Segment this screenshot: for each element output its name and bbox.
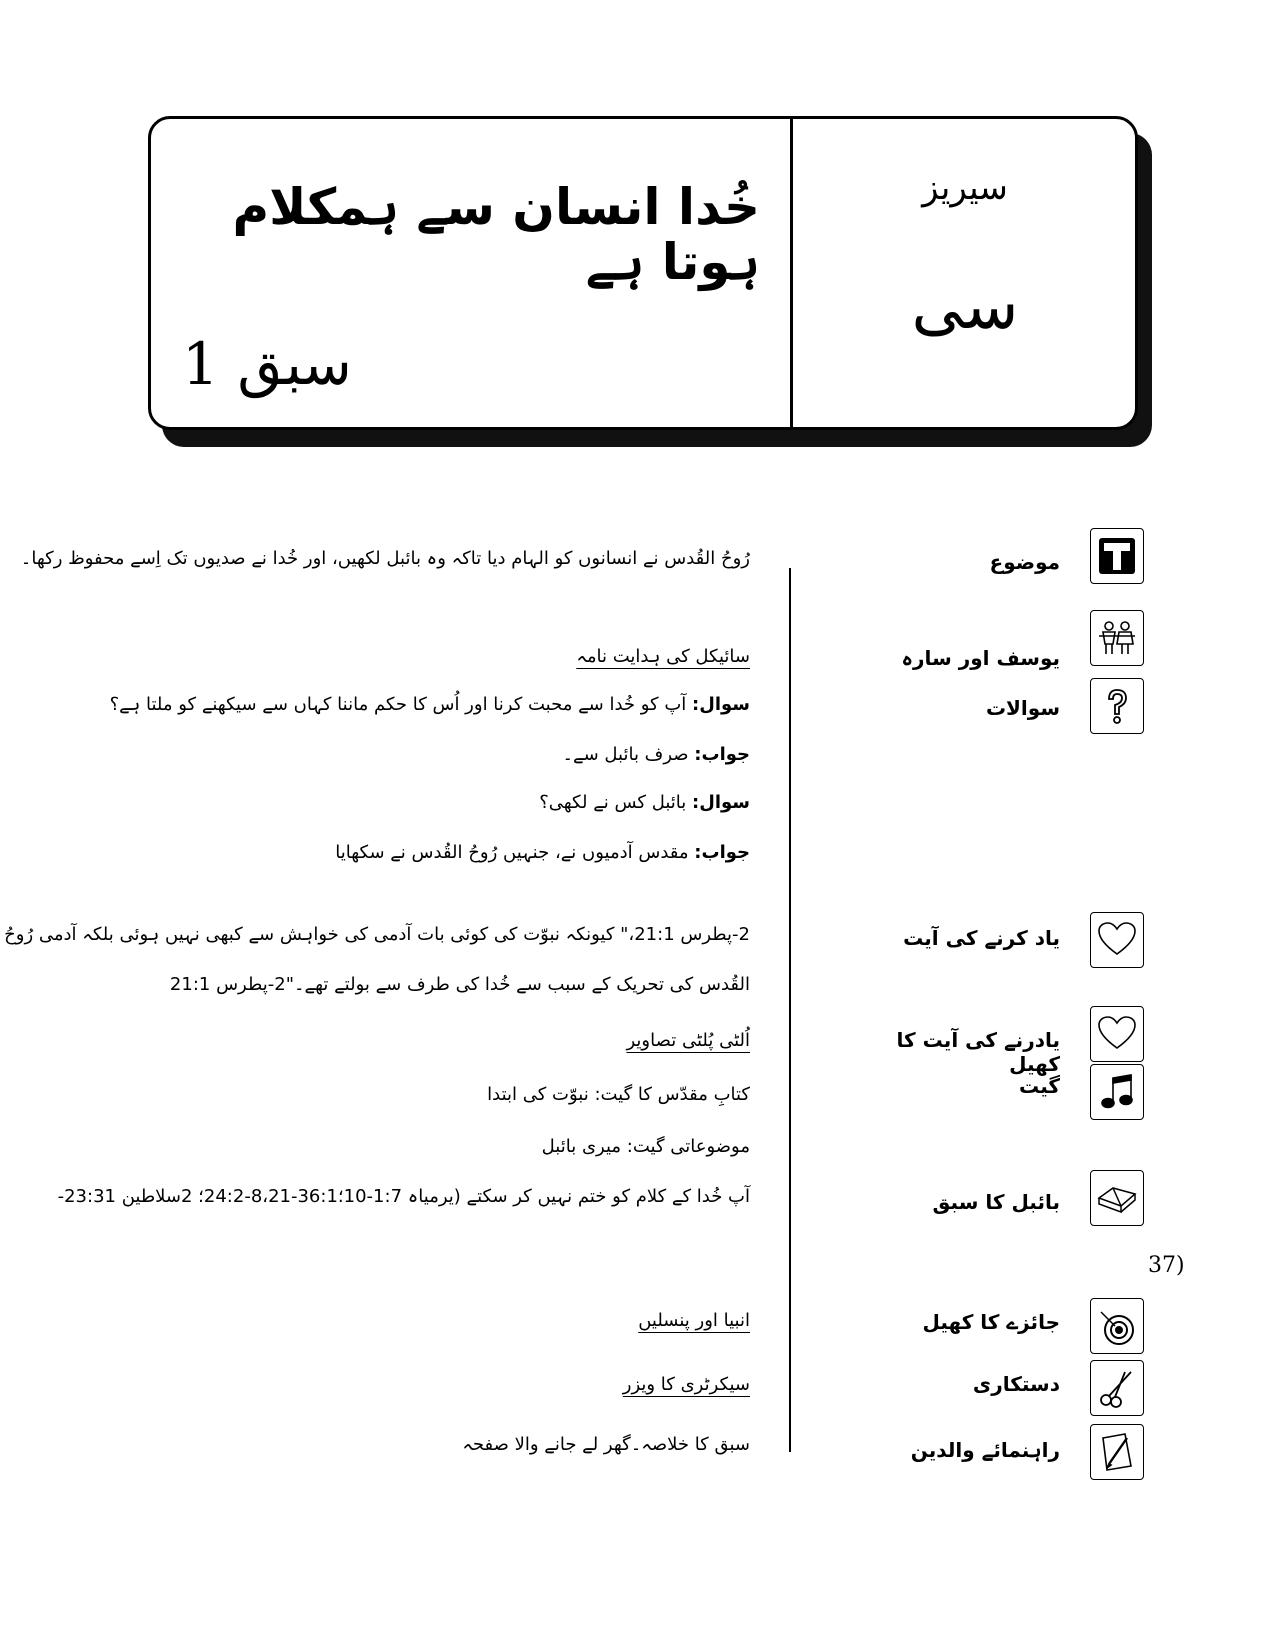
question-lead: سوال: — [692, 792, 750, 813]
lesson-label: سبق 1 — [182, 330, 352, 398]
header-divider — [790, 116, 793, 430]
section-label-craft: دستکاری — [972, 1372, 1060, 1396]
answer-text: صرف بائبل سے۔ — [562, 744, 689, 765]
answer-line — [110, 744, 750, 765]
answer-line — [110, 842, 750, 863]
music-note-icon — [1090, 1064, 1144, 1120]
memory-verse-line-1: 2-پطرس 21:1،" کیونکہ نبوّت کی کوئی بات آدمی کی خواہش سے کبھی نہیں ہوئی بلکہ آدمی رُوحُ — [4, 924, 750, 945]
column-divider — [789, 568, 791, 1452]
section-label-questions: سوالات — [985, 696, 1060, 720]
memory-verse-line-2: القُدس کی تحریک کے سبب سے خُدا کی طرف سے بولتے تھے۔"2-پطرس 21:1 — [169, 974, 750, 995]
memory-game-text: اُلٹی پُلٹی تصاویر — [626, 1030, 750, 1051]
letter-t-icon — [1090, 528, 1144, 584]
section-label-review-game: جائزے کا کھیل — [922, 1310, 1060, 1334]
section-label-topic: موضوع — [989, 550, 1060, 574]
question-line — [110, 792, 750, 813]
children-icon — [1090, 610, 1144, 666]
section-label-yousaf-sara: یوسف اور سارہ — [901, 646, 1060, 670]
topic-text: رُوحُ القُدس نے انسانوں کو الہام دیا تاکہ وہ بائبل لکھیں، اور خُدا نے صدیوں تک اِسے محفوظ رکھا۔ — [20, 548, 750, 569]
bible-lesson-text: آپ خُدا کے کلام کو ختم نہیں کر سکتے (یرمیاہ 1:7-10؛36:1-8،21-24:2؛ 2سلاطین 23:31- — [57, 1186, 750, 1207]
section-label-memory-verse: یاد کرنے کی آیت — [903, 926, 1060, 950]
question-text: آپ کو خُدا سے محبت کرنا اور اُس کا حکم ماننا کہاں سے سیکھنے کو ملتا ہے؟ — [109, 694, 687, 715]
pencil-paper-icon — [1090, 1424, 1144, 1480]
song-line-1: کتابِ مقدّس کا گیت: نبوّت کی ابتدا — [487, 1084, 750, 1105]
song-line-2: موضوعاتی گیت: میری بائبل — [541, 1136, 750, 1157]
section-label-memory-game: یادرنے کی آیت کا کھیل — [896, 1028, 1060, 1076]
series-value: سی — [911, 270, 1019, 344]
open-book-icon — [1090, 1170, 1144, 1226]
review-game-text: انبیا اور پنسلیں — [638, 1310, 750, 1331]
answer-lead: جواب: — [694, 744, 750, 765]
question-mark-icon — [1090, 678, 1144, 734]
question-text: بائبل کس نے لکھی؟ — [539, 792, 687, 813]
question-lead: سوال: — [692, 694, 750, 715]
answer-text: مقدس آدمیوں نے، جنہیں رُوحُ القُدس نے سکھایا — [335, 842, 689, 863]
cycle-instructions-text: سائیکل کی ہدایت نامہ — [576, 646, 750, 667]
answer-lead: جواب: — [694, 842, 750, 863]
section-label-bible-lesson: بائبل کا سبق — [932, 1190, 1060, 1214]
question-line — [110, 694, 750, 715]
page-title: خُدا انسان سے ہمکلام ہوتا ہے — [232, 178, 760, 291]
scissors-icon — [1090, 1360, 1144, 1416]
heart-icon — [1090, 1006, 1144, 1062]
target-icon — [1090, 1298, 1144, 1354]
craft-text: سیکرٹری کا ویزر — [622, 1374, 750, 1395]
section-label-parent-guide: راہنمائے والدین — [910, 1438, 1060, 1462]
page-number: 37) — [1148, 1253, 1185, 1278]
parent-guide-text: سبق کا خلاصہ۔گھر لے جانے والا صفحہ — [462, 1434, 750, 1455]
series-label: سیریز — [922, 168, 1008, 208]
section-label-song: گیت — [1019, 1074, 1060, 1098]
heart-icon — [1090, 912, 1144, 968]
